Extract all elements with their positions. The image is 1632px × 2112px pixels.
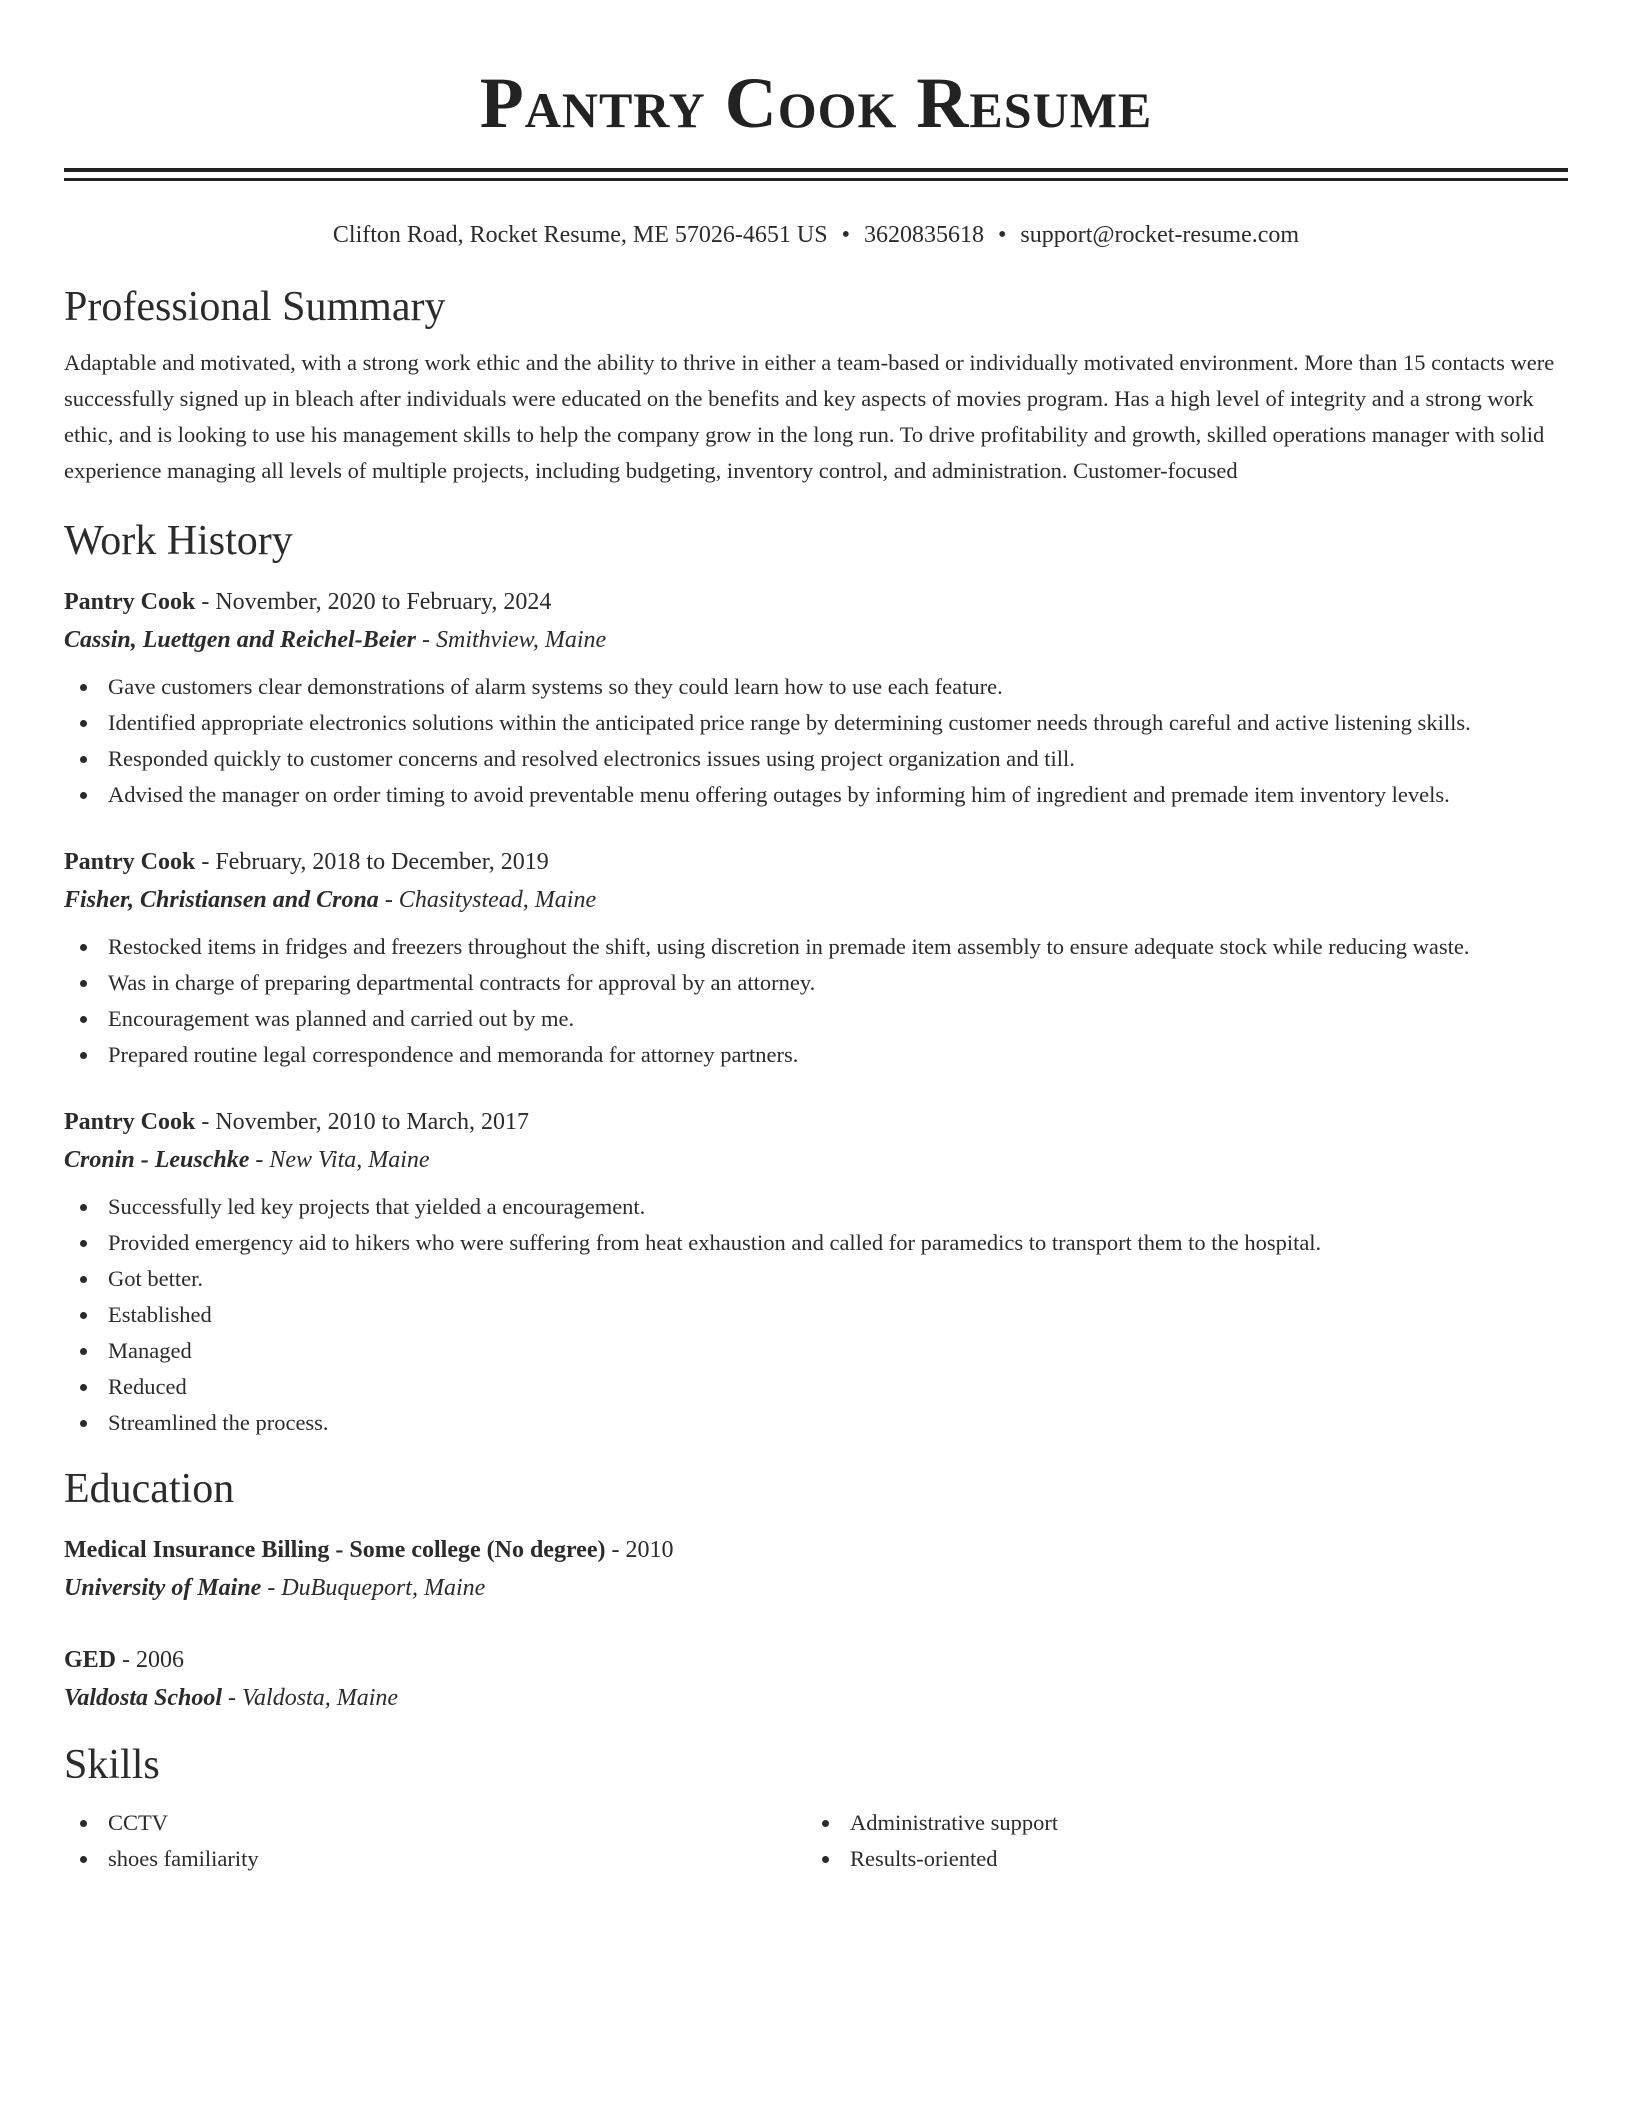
job-dates: - February, 2018 to December, 2019 bbox=[195, 849, 549, 875]
education-entry bbox=[64, 1641, 1568, 1717]
section-title-education: Education bbox=[64, 1466, 235, 1512]
job-dates: - November, 2010 to March, 2017 bbox=[195, 1109, 529, 1135]
job-role: Pantry Cook bbox=[64, 1109, 196, 1135]
title-rule-top bbox=[64, 168, 1568, 172]
school-line bbox=[64, 1569, 1568, 1607]
contact-address: Clifton Road, Rocket Resume, ME 57026-4651 US bbox=[332, 222, 828, 248]
job-bullet: Established bbox=[64, 1297, 1568, 1333]
contact-separator: • bbox=[997, 222, 1007, 248]
job-bullet: Provided emergency aid to hikers who were suffering from heat exhaustion and called for paramedics to transport them to the hospital. bbox=[64, 1225, 1568, 1261]
school-name: University of Maine bbox=[64, 1575, 262, 1601]
resume-title: Pantry Cook Resume bbox=[479, 63, 1153, 143]
section-title-skills: Skills bbox=[64, 1742, 160, 1788]
job-entry bbox=[64, 843, 1568, 1073]
job-bullet: Responded quickly to customer concerns and resolved electronics issues using project organization and till. bbox=[64, 741, 1568, 777]
employer-name: Fisher, Christiansen and Crona bbox=[64, 887, 379, 913]
job-bullet: Successfully led key projects that yielded a encouragement. bbox=[64, 1189, 1568, 1225]
education-section bbox=[64, 1463, 1568, 1717]
skill-item: CCTV bbox=[64, 1805, 806, 1841]
skills-right-column bbox=[806, 1805, 1548, 1877]
job-bullets bbox=[64, 929, 1568, 1073]
school-line bbox=[64, 1679, 1568, 1717]
employer-location: - Smithview, Maine bbox=[416, 627, 607, 653]
skill-item: Results-oriented bbox=[806, 1841, 1548, 1877]
job-bullet: Was in charge of preparing departmental contracts for approval by an attorney. bbox=[64, 965, 1568, 1001]
skills-section bbox=[64, 1739, 1568, 1877]
degree-name: Medical Insurance Billing - Some college (No degree) bbox=[64, 1537, 606, 1563]
job-bullet: Gave customers clear demonstrations of alarm systems so they could learn how to use each feature. bbox=[64, 669, 1568, 705]
job-bullet: Advised the manager on order timing to avoid preventable menu offering outages by informing him of ingredient and premade item inventory levels. bbox=[64, 777, 1568, 813]
employer-name: Cronin - Leuschke bbox=[64, 1147, 250, 1173]
degree-name: GED bbox=[64, 1647, 117, 1673]
employer-line bbox=[64, 621, 1568, 659]
school-name: Valdosta School bbox=[64, 1685, 223, 1711]
job-bullet: Restocked items in fridges and freezers throughout the shift, using discretion in premade item assembly to ensure adequate stock while reducing waste. bbox=[64, 929, 1568, 965]
work-section bbox=[64, 515, 1568, 1441]
contact-email[interactable]: support@rocket-resume.com bbox=[1020, 222, 1300, 248]
job-heading bbox=[64, 1103, 1568, 1141]
degree-line bbox=[64, 1531, 1568, 1569]
job-entry bbox=[64, 583, 1568, 813]
job-bullet: Encouragement was planned and carried out by me. bbox=[64, 1001, 1568, 1037]
employer-location: - Chasitystead, Maine bbox=[378, 887, 597, 913]
title-rule-bottom bbox=[64, 178, 1568, 181]
job-bullet: Prepared routine legal correspondence and memoranda for attorney partners. bbox=[64, 1037, 1568, 1073]
job-bullets bbox=[64, 1189, 1568, 1441]
education-entry bbox=[64, 1531, 1568, 1607]
job-role: Pantry Cook bbox=[64, 589, 196, 615]
job-bullet: Streamlined the process. bbox=[64, 1405, 1568, 1441]
employer-location: - New Vita, Maine bbox=[249, 1147, 430, 1173]
summary-text: Adaptable and motivated, with a strong work ethic and the ability to thrive in either a team-based or individually motivated environment. More than 15 contacts were successfully signed up in bleach after individuals were educated on the benefits and key aspects of movies program. Has a high level of integrity and a strong work ethic, and is looking to use his management skills to help the company grow in the long run. To drive profitability and growth, skilled operations manager with solid experience managing all levels of multiple projects, including budgeting, inventory control, and administration. Customer-focused bbox=[64, 350, 1555, 483]
skill-item: Administrative support bbox=[806, 1805, 1548, 1841]
job-bullets bbox=[64, 669, 1568, 813]
contact-separator: • bbox=[841, 222, 850, 248]
job-entry bbox=[64, 1103, 1568, 1441]
school-location: - Valdosta, Maine bbox=[222, 1685, 399, 1711]
degree-year: - 2010 bbox=[605, 1537, 674, 1563]
job-dates: - November, 2020 to February, 2024 bbox=[195, 589, 552, 615]
employer-line bbox=[64, 881, 1568, 919]
employer-name: Cassin, Luettgen and Reichel-Beier bbox=[64, 627, 417, 653]
section-title-work: Work History bbox=[64, 518, 293, 564]
job-heading bbox=[64, 583, 1568, 621]
resume-page bbox=[64, 0, 1568, 1877]
job-role: Pantry Cook bbox=[64, 849, 196, 875]
section-title-summary: Professional Summary bbox=[64, 284, 446, 330]
contact-phone: 3620835618 bbox=[863, 222, 984, 248]
job-bullet: Reduced bbox=[64, 1369, 1568, 1405]
contact-line bbox=[64, 217, 1568, 253]
job-bullet: Got better. bbox=[64, 1261, 1568, 1297]
skills-columns bbox=[64, 1805, 1568, 1877]
employer-line bbox=[64, 1141, 1568, 1179]
school-location: - DuBuqueport, Maine bbox=[261, 1575, 486, 1601]
skill-item: shoes familiarity bbox=[64, 1841, 806, 1877]
degree-line bbox=[64, 1641, 1568, 1679]
degree-year: - 2006 bbox=[116, 1647, 185, 1673]
summary-section bbox=[64, 281, 1568, 489]
skills-left-column bbox=[64, 1805, 806, 1877]
job-bullet: Identified appropriate electronics solutions within the anticipated price range by determining customer needs through careful and active listening skills. bbox=[64, 705, 1568, 741]
job-heading bbox=[64, 843, 1568, 881]
job-bullet: Managed bbox=[64, 1333, 1568, 1369]
